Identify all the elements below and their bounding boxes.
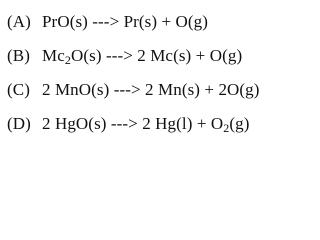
- equation-text: O(s) ---> 2 Mc(s) + O(g): [70, 46, 243, 65]
- subscript: 2: [64, 53, 71, 67]
- subscript: 2: [223, 121, 230, 135]
- equation-text: (g): [229, 114, 250, 133]
- chemical-equation: [42, 46, 242, 66]
- option-letter: (A): [7, 12, 31, 31]
- chemical-equation: [42, 80, 260, 100]
- chemical-equation: [42, 12, 208, 32]
- answer-options: [7, 5, 293, 141]
- option-a: [7, 5, 293, 39]
- equation-text: 2 HgO(s) ---> 2 Hg(l) + O: [42, 114, 224, 133]
- equation-text: 2 MnO(s) ---> 2 Mn(s) + 2O(g): [42, 80, 260, 99]
- option-c: [7, 73, 293, 107]
- equation-text: PrO(s) ---> Pr(s) + O(g): [42, 12, 209, 31]
- equation-text: Mc: [42, 46, 65, 65]
- chemical-equation: [42, 114, 249, 134]
- option-letter: (D): [7, 114, 31, 133]
- option-letter: (B): [7, 46, 30, 65]
- option-letter: (C): [7, 80, 30, 99]
- option-d: [7, 107, 293, 141]
- option-b: [7, 39, 293, 73]
